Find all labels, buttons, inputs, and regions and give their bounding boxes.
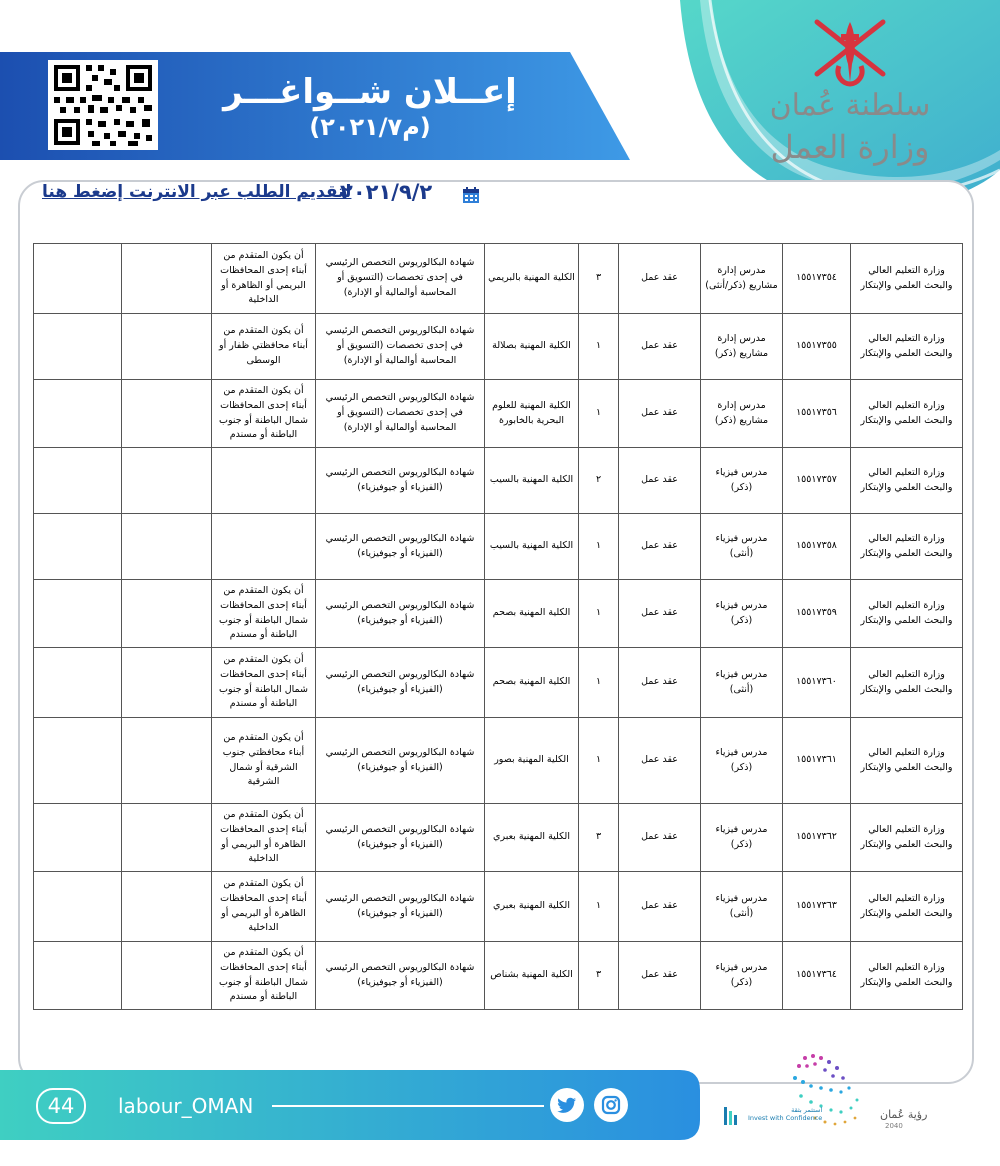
cell-entity: وزارة التعليم العالي والبحث العلمي والإبتكار <box>851 718 963 804</box>
cell-code: ١٥٥١٧٣٦٠ <box>783 648 851 718</box>
apply-online-link[interactable]: لتقديم الطلب عبر الانترنت إضغط هنا <box>42 182 352 202</box>
cell-entity: وزارة التعليم العالي والبحث العلمي والإبتكار <box>851 244 963 314</box>
cell-condition: أن يكون المتقدم من أبناء محافظتي جنوب الشرقية أو شمال الشرقية <box>212 718 316 804</box>
cell-contract: عقد عمل <box>619 718 701 804</box>
cell-job: مدرس فيزياء (ذكر) <box>701 942 783 1010</box>
cell-count: ١ <box>579 514 619 580</box>
cell-location: الكلية المهنية بصحم <box>485 648 579 718</box>
cell-location: الكلية المهنية بالسيب <box>485 448 579 514</box>
cell-code: ١٥٥١٧٣٦٢ <box>783 804 851 872</box>
table-row <box>34 718 963 804</box>
page-number-badge: 44 <box>36 1088 86 1124</box>
cell-empty <box>34 314 122 380</box>
cell-count: ١ <box>579 872 619 942</box>
cell-job: مدرس فيزياء (ذكر) <box>701 448 783 514</box>
table-row <box>34 314 963 380</box>
table-row <box>34 244 963 314</box>
cell-job: مدرس إدارة مشاريع (ذكر/أنثى) <box>701 244 783 314</box>
cell-code: ١٥٥١٧٣٥٧ <box>783 448 851 514</box>
cell-count: ١ <box>579 314 619 380</box>
table-row <box>34 380 963 448</box>
cell-location: الكلية المهنية بصحم <box>485 580 579 648</box>
cell-empty <box>34 942 122 1010</box>
ministry-name-line-2: وزارة العمل <box>770 128 930 166</box>
instagram-icon[interactable] <box>594 1088 628 1122</box>
cell-job: مدرس فيزياء (ذكر) <box>701 804 783 872</box>
table-row <box>34 648 963 718</box>
cell-qualification: شهادة البكالوريوس التخصص الرئيسي (الفيزياء أو جيوفيزياء) <box>316 580 485 648</box>
cell-empty <box>122 448 212 514</box>
cell-code: ١٥٥١٧٣٥٤ <box>783 244 851 314</box>
cell-count: ٢ <box>579 448 619 514</box>
cell-job: مدرس فيزياء (أنثى) <box>701 514 783 580</box>
oman-emblem-icon <box>805 12 895 92</box>
cell-contract: عقد عمل <box>619 942 701 1010</box>
cell-entity: وزارة التعليم العالي والبحث العلمي والإبتكار <box>851 580 963 648</box>
cell-entity: وزارة التعليم العالي والبحث العلمي والإبتكار <box>851 648 963 718</box>
table-row <box>34 942 963 1010</box>
cell-entity: وزارة التعليم العالي والبحث العلمي والإبتكار <box>851 942 963 1010</box>
vacancies-table <box>33 243 963 1010</box>
cell-contract: عقد عمل <box>619 244 701 314</box>
table-row <box>34 804 963 872</box>
cell-count: ١ <box>579 580 619 648</box>
cell-contract: عقد عمل <box>619 514 701 580</box>
cell-qualification: شهادة البكالوريوس التخصص الرئيسي في إحدى تخصصات (التسويق أو المحاسبة أوالمالية أو الإدارة) <box>316 244 485 314</box>
cell-code: ١٥٥١٧٣٦١ <box>783 718 851 804</box>
cell-condition: أن يكون المتقدم من أبناء إحدى المحافظات البريمي أو الظاهرة أو الداخلية <box>212 244 316 314</box>
cell-count: ٣ <box>579 942 619 1010</box>
cell-condition: أن يكون المتقدم من أبناء إحدى المحافظات شمال الباطنة أو جنوب الباطنة أو مسندم <box>212 648 316 718</box>
cell-empty <box>122 380 212 448</box>
cell-empty <box>34 380 122 448</box>
cell-empty <box>122 872 212 942</box>
cell-condition: أن يكون المتقدم من أبناء إحدى المحافظات الظاهرة أو البريمي أو الداخلية <box>212 804 316 872</box>
cell-count: ٣ <box>579 804 619 872</box>
cell-qualification: شهادة البكالوريوس التخصص الرئيسي (الفيزياء أو جيوفيزياء) <box>316 448 485 514</box>
cell-code: ١٥٥١٧٣٦٤ <box>783 942 851 1010</box>
ministry-name-line-1: سلطنة عُمان <box>769 88 931 123</box>
cell-location: الكلية المهنية بصلالة <box>485 314 579 380</box>
cell-qualification: شهادة البكالوريوس التخصص الرئيسي (الفيزياء أو جيوفيزياء) <box>316 872 485 942</box>
table-row <box>34 448 963 514</box>
cell-code: ١٥٥١٧٣٥٩ <box>783 580 851 648</box>
cell-empty <box>34 872 122 942</box>
cell-entity: وزارة التعليم العالي والبحث العلمي والإبتكار <box>851 380 963 448</box>
cell-empty <box>122 942 212 1010</box>
partner-logo-sub: Invest with Confidence <box>748 1114 823 1123</box>
cell-condition: أن يكون المتقدم من أبناء إحدى المحافظات شمال الباطنة أو جنوب الباطنة أو مسندم <box>212 380 316 448</box>
cell-job: مدرس إدارة مشاريع (ذكر) <box>701 380 783 448</box>
cell-count: ٣ <box>579 244 619 314</box>
twitter-icon[interactable] <box>550 1088 584 1122</box>
partner-logo-title: استثمر بثقة <box>791 1106 823 1114</box>
cell-contract: عقد عمل <box>619 872 701 942</box>
cell-code: ١٥٥١٧٣٥٥ <box>783 314 851 380</box>
footer-divider <box>272 1105 544 1107</box>
partner-logo-text <box>748 1106 822 1123</box>
cell-entity: وزارة التعليم العالي والبحث العلمي والإبتكار <box>851 314 963 380</box>
cell-contract: عقد عمل <box>619 380 701 448</box>
cell-location: الكلية المهنية بالسيب <box>485 514 579 580</box>
table-row <box>34 580 963 648</box>
qr-code-icon[interactable] <box>48 60 158 150</box>
cell-count: ١ <box>579 380 619 448</box>
table-row <box>34 872 963 942</box>
cell-location: الكلية المهنية بعبري <box>485 872 579 942</box>
cell-qualification: شهادة البكالوريوس التخصص الرئيسي (الفيزياء أو جيوفيزياء) <box>316 942 485 1010</box>
cell-empty <box>122 314 212 380</box>
cell-empty <box>34 648 122 718</box>
cell-location: الكلية المهنية بصور <box>485 718 579 804</box>
cell-empty <box>122 804 212 872</box>
cell-job: مدرس فيزياء (ذكر) <box>701 718 783 804</box>
cell-condition <box>212 448 316 514</box>
cell-empty <box>34 718 122 804</box>
cell-contract: عقد عمل <box>619 448 701 514</box>
cell-qualification: شهادة البكالوريوس التخصص الرئيسي (الفيزياء أو جيوفيزياء) <box>316 804 485 872</box>
cell-code: ١٥٥١٧٣٥٦ <box>783 380 851 448</box>
page-subtitle: (۲۰۲۱/۷م) <box>309 113 431 141</box>
cell-condition <box>212 514 316 580</box>
cell-job: مدرس فيزياء (أنثى) <box>701 872 783 942</box>
cell-code: ١٥٥١٧٣٦٣ <box>783 872 851 942</box>
cell-location: الكلية المهنية بشناص <box>485 942 579 1010</box>
cell-condition: أن يكون المتقدم من أبناء محافظتي ظفار أو الوسطى <box>212 314 316 380</box>
apply-deadline-date: ۲۰۲۱/۹/۲ <box>340 180 433 204</box>
vision-logo-text: رؤية عُمان <box>880 1108 928 1121</box>
vision-logo-year: 2040 <box>885 1122 903 1130</box>
cell-location: الكلية المهنية بعبري <box>485 804 579 872</box>
cell-location: الكلية المهنية بالبريمي <box>485 244 579 314</box>
cell-contract: عقد عمل <box>619 648 701 718</box>
cell-empty <box>34 244 122 314</box>
table-row <box>34 514 963 580</box>
cell-empty <box>122 648 212 718</box>
cell-entity: وزارة التعليم العالي والبحث العلمي والإبتكار <box>851 448 963 514</box>
cell-qualification: شهادة البكالوريوس التخصص الرئيسي (الفيزياء أو جيوفيزياء) <box>316 648 485 718</box>
social-handle[interactable]: labour_OMAN <box>118 1094 254 1118</box>
cell-code: ١٥٥١٧٣٥٨ <box>783 514 851 580</box>
cell-contract: عقد عمل <box>619 314 701 380</box>
cell-entity: وزارة التعليم العالي والبحث العلمي والإبتكار <box>851 872 963 942</box>
cell-empty <box>34 804 122 872</box>
cell-empty <box>34 514 122 580</box>
cell-qualification: شهادة البكالوريوس التخصص الرئيسي في إحدى تخصصات (التسويق أو المحاسبة أوالمالية أو الإدارة) <box>316 380 485 448</box>
calendar-icon <box>462 186 480 204</box>
cell-empty <box>122 718 212 804</box>
cell-entity: وزارة التعليم العالي والبحث العلمي والإبتكار <box>851 804 963 872</box>
cell-entity: وزارة التعليم العالي والبحث العلمي والإبتكار <box>851 514 963 580</box>
cell-contract: عقد عمل <box>619 580 701 648</box>
cell-location: الكلية المهنية للعلوم البحرية بالخابورة <box>485 380 579 448</box>
page-title: إعــلان شــواغـــر <box>223 72 517 112</box>
cell-count: ١ <box>579 648 619 718</box>
cell-empty <box>122 514 212 580</box>
cell-empty <box>34 580 122 648</box>
cell-empty <box>122 244 212 314</box>
cell-job: مدرس إدارة مشاريع (ذكر) <box>701 314 783 380</box>
cell-condition: أن يكون المتقدم من أبناء إحدى المحافظات شمال الباطنة أو جنوب الباطنة أو مسندم <box>212 580 316 648</box>
cell-contract: عقد عمل <box>619 804 701 872</box>
cell-qualification: شهادة البكالوريوس التخصص الرئيسي في إحدى تخصصات (التسويق أو المحاسبة أوالمالية أو الإدارة) <box>316 314 485 380</box>
cell-job: مدرس فيزياء (ذكر) <box>701 580 783 648</box>
cell-empty <box>34 448 122 514</box>
cell-count: ١ <box>579 718 619 804</box>
cell-qualification: شهادة البكالوريوس التخصص الرئيسي (الفيزياء أو جيوفيزياء) <box>316 514 485 580</box>
cell-condition: أن يكون المتقدم من أبناء إحدى المحافظات الظاهرة أو البريمي أو الداخلية <box>212 872 316 942</box>
cell-condition: أن يكون المتقدم من أبناء إحدى المحافظات شمال الباطنة أو جنوب الباطنة أو مسندم <box>212 942 316 1010</box>
cell-job: مدرس فيزياء (أنثى) <box>701 648 783 718</box>
cell-qualification: شهادة البكالوريوس التخصص الرئيسي (الفيزياء أو جيوفيزياء) <box>316 718 485 804</box>
cell-empty <box>122 580 212 648</box>
